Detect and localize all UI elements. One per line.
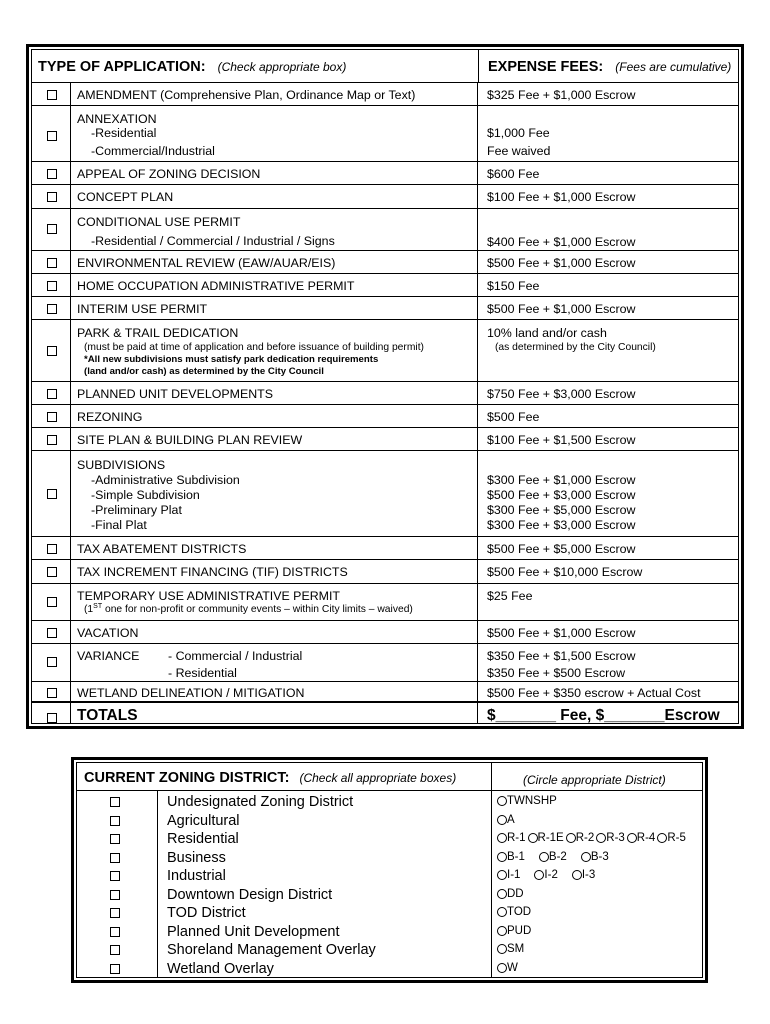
row-label: TAX INCREMENT FINANCING (TIF) DISTRICTS: [77, 565, 348, 579]
row-label: VACATION: [77, 626, 139, 640]
park-trail-dedication-checkbox[interactable]: [47, 346, 57, 356]
row-label: HOME OCCUPATION ADMINISTRATIVE PERMIT: [77, 279, 355, 293]
row-fee: 10% land and/or cash: [487, 326, 607, 340]
home-occupation-checkbox[interactable]: [47, 281, 57, 291]
row-note-superscript: ST: [93, 603, 103, 610]
zoning-label: CURRENT ZONING DISTRICT:: [84, 770, 290, 786]
planned-unit-developments-checkbox[interactable]: [47, 389, 57, 399]
row-sublabel: -Simple Subdivision: [91, 488, 200, 502]
district-code: R-3: [606, 832, 625, 844]
zoning-row-wetland: [77, 960, 702, 979]
application-header-row: [32, 50, 738, 82]
totals-fee-escrow-field[interactable]: $_______ Fee, $_______Escrow: [487, 707, 720, 724]
application-row-temporary-use-permit: [32, 583, 738, 620]
wetland-checkbox[interactable]: [110, 964, 120, 974]
fees-note: (Fees are cumulative): [615, 60, 732, 74]
row-label: SUBDIVISIONS: [77, 458, 166, 472]
type-note: (Check appropriate box): [217, 60, 347, 74]
application-row-appeal: [32, 161, 738, 184]
row-sublabel: -Commercial/Industrial: [91, 144, 215, 158]
district-options: [497, 906, 533, 918]
district-option[interactable]: [627, 832, 656, 844]
district-option[interactable]: [497, 795, 557, 807]
row-fee: $350 Fee + $1,500 Escrow: [487, 649, 636, 663]
district-option[interactable]: [497, 925, 531, 937]
application-row-home-occupation: [32, 273, 738, 296]
row-label: PLANNED UNIT DEVELOPMENTS: [77, 387, 273, 401]
subdivisions-checkbox[interactable]: [47, 489, 57, 499]
application-row-wetland-delineation: [32, 681, 738, 701]
district-option[interactable]: [657, 832, 686, 844]
zoning-name: Residential: [167, 831, 239, 847]
tif-districts-checkbox[interactable]: [47, 567, 57, 577]
district-code: B-1: [507, 850, 525, 863]
application-row-annexation: [32, 105, 738, 161]
amendment-checkbox[interactable]: [47, 90, 57, 100]
district-option[interactable]: [497, 851, 525, 863]
wetland-delineation-checkbox[interactable]: [47, 688, 57, 698]
row-fee: $300 Fee + $5,000 Escrow: [487, 503, 636, 517]
row-sublabel: -Residential / Commercial / Industrial / Signs: [91, 234, 335, 248]
rezoning-checkbox[interactable]: [47, 412, 57, 422]
circle-icon: [657, 833, 667, 843]
district-code: R-1E: [537, 832, 564, 844]
expense-fees-heading: [488, 60, 731, 74]
zoning-row-industrial: [77, 867, 702, 886]
district-code: R-4: [636, 832, 656, 844]
row-fee: $500 Fee + $5,000 Escrow: [487, 542, 636, 556]
tax-abatement-checkbox[interactable]: [47, 544, 57, 554]
tod-checkbox[interactable]: [110, 908, 120, 918]
circle-icon: [596, 833, 606, 843]
district-options: [497, 888, 526, 900]
district-option[interactable]: [528, 832, 564, 844]
district-option[interactable]: [566, 832, 595, 844]
row-fee: $1,000 Fee: [487, 126, 550, 140]
district-options: [497, 869, 597, 881]
row-fee: $500 Fee + $3,000 Escrow: [487, 488, 636, 502]
row-fee: $100 Fee + $1,000 Escrow: [487, 190, 636, 204]
row-label: TAX ABATEMENT DISTRICTS: [77, 542, 247, 556]
application-row-environmental-review: [32, 250, 738, 273]
zoning-row-shoreland: [77, 941, 702, 960]
type-of-application-heading: [38, 60, 346, 74]
zoning-name: Undesignated Zoning District: [167, 794, 354, 810]
district-code: R-5: [667, 832, 686, 844]
circle-icon: [581, 852, 591, 862]
appeal-checkbox[interactable]: [47, 169, 57, 179]
circle-icon: [497, 852, 507, 862]
district-code: R-1: [507, 832, 526, 844]
site-plan-review-checkbox[interactable]: [47, 435, 57, 445]
application-row-vacation: [32, 620, 738, 643]
district-options: [497, 925, 533, 937]
fees-label: EXPENSE FEES:: [488, 59, 604, 75]
row-label: TEMPORARY USE ADMINISTRATIVE PERMIT: [77, 589, 340, 603]
zoning-name: Shoreland Management Overlay: [167, 942, 376, 958]
zoning-name: Business: [167, 849, 226, 866]
row-label: INTERIM USE PERMIT: [77, 302, 208, 316]
district-options: [497, 795, 559, 807]
row-fee: $25 Fee: [487, 589, 533, 603]
district-options: [497, 814, 517, 826]
zoning-row-agricultural: [77, 812, 702, 831]
zoning-row-business: [77, 849, 702, 868]
district-code: PUD: [507, 924, 532, 937]
district-options: [497, 943, 526, 955]
shoreland-checkbox[interactable]: [110, 945, 120, 955]
agricultural-checkbox[interactable]: [110, 816, 120, 826]
row-fee: $500 Fee + $350 escrow + Actual Cost: [487, 686, 701, 700]
row-label: SITE PLAN & BUILDING PLAN REVIEW: [77, 433, 303, 447]
row-fee: $750 Fee + $3,000 Escrow: [487, 387, 636, 401]
circle-icon: [566, 833, 576, 843]
circle-icon: [497, 889, 507, 899]
row-fee: $400 Fee + $1,000 Escrow: [487, 235, 636, 249]
totals-checkbox[interactable]: [47, 713, 57, 723]
zoning-name: Agricultural: [167, 812, 240, 829]
row-sublabel: -Final Plat: [91, 518, 147, 532]
district-option[interactable]: [534, 869, 557, 881]
row-label: VARIANCE: [77, 649, 140, 663]
row-sublabel: -Residential: [91, 126, 157, 140]
row-fee: $100 Fee + $1,500 Escrow: [487, 433, 636, 447]
zoning-header-row: [77, 763, 702, 791]
zoning-row-residential: [77, 830, 702, 849]
row-fee: $500 Fee + $1,000 Escrow: [487, 302, 636, 316]
row-fee: Fee waived: [487, 144, 551, 158]
current-zoning-heading: [84, 771, 456, 785]
district-option[interactable]: [497, 814, 515, 826]
downtown-design-checkbox[interactable]: [110, 890, 120, 900]
annexation-checkbox[interactable]: [47, 131, 57, 141]
row-fee: $150 Fee: [487, 279, 540, 293]
district-options: [497, 851, 611, 863]
circle-icon: [497, 907, 507, 917]
district-code: I-1: [507, 869, 521, 881]
district-option[interactable]: [497, 962, 518, 974]
residential-checkbox[interactable]: [110, 834, 120, 844]
district-code: B-3: [590, 850, 609, 863]
interim-use-permit-checkbox[interactable]: [47, 304, 57, 314]
district-option[interactable]: [497, 906, 531, 918]
row-label: PARK & TRAIL DEDICATION: [77, 326, 239, 340]
row-note-start: (1: [84, 604, 94, 615]
circle-icon: [627, 833, 637, 843]
row-note-end: one for non-profit or community events – within City limits – waived): [102, 604, 413, 615]
totals-label: TOTALS: [77, 707, 138, 724]
district-code: TWNSHP: [507, 795, 557, 807]
district-options: [497, 962, 520, 974]
application-row-tif-districts: [32, 559, 738, 583]
type-label: TYPE OF APPLICATION:: [38, 59, 206, 75]
application-row-amendment: [32, 82, 738, 105]
row-label: CONCEPT PLAN: [77, 190, 174, 204]
row-note-bold: (land and/or cash) as determined by the City Council: [84, 366, 324, 377]
application-row-site-plan-review: [32, 427, 738, 450]
variance-checkbox[interactable]: [47, 657, 57, 667]
zoning-row-tod: [77, 904, 702, 923]
zoning-name: Downtown Design District: [167, 886, 333, 903]
district-options: [497, 832, 688, 844]
industrial-checkbox[interactable]: [110, 871, 120, 881]
district-code: TOD: [507, 906, 532, 918]
application-row-subdivisions: [32, 450, 738, 536]
environmental-review-checkbox[interactable]: [47, 258, 57, 268]
application-row-park-trail-dedication: [32, 319, 738, 381]
row-fee: $500 Fee + $1,000 Escrow: [487, 256, 636, 270]
circle-icon: [572, 870, 582, 880]
application-row-interim-use-permit: [32, 296, 738, 319]
district-option[interactable]: [497, 943, 524, 955]
row-sublabel: -Preliminary Plat: [91, 503, 182, 517]
row-fee: $300 Fee + $3,000 Escrow: [487, 518, 636, 532]
district-code: R-2: [575, 832, 595, 844]
circle-icon: [497, 926, 507, 936]
district-code: DD: [507, 887, 524, 900]
application-row-rezoning: [32, 404, 738, 427]
business-checkbox[interactable]: [110, 853, 120, 863]
application-row-conditional-use-permit: [32, 208, 738, 250]
district-option[interactable]: [581, 851, 609, 863]
circle-icon: [528, 833, 538, 843]
circle-icon: [539, 852, 549, 862]
row-fee: $500 Fee: [487, 410, 540, 424]
district-option[interactable]: [497, 869, 520, 881]
conditional-use-permit-checkbox[interactable]: [47, 224, 57, 234]
circle-icon: [497, 833, 507, 843]
row-label: REZONING: [77, 410, 143, 424]
row-label: WETLAND DELINEATION / MITIGATION: [77, 686, 305, 700]
district-code: I-2: [544, 869, 558, 881]
row-label: CONDITIONAL USE PERMIT: [77, 215, 241, 229]
row-fee: $500 Fee + $10,000 Escrow: [487, 565, 643, 579]
row-label: AMENDMENT (Comprehensive Plan, Ordinance Map or Text): [77, 88, 416, 102]
district-code: I-3: [581, 869, 596, 881]
concept-plan-checkbox[interactable]: [47, 192, 57, 202]
row-sublabel: -Administrative Subdivision: [91, 473, 240, 487]
zoning-table: [71, 757, 708, 983]
application-table: [26, 44, 744, 729]
district-option[interactable]: [596, 832, 625, 844]
zoning-row-undesignated: [77, 793, 702, 812]
pud-checkbox[interactable]: [110, 927, 120, 937]
application-row-totals: [32, 701, 738, 723]
row-sublabel: - Residential: [168, 666, 237, 680]
row-note: [84, 604, 413, 616]
zoning-row-pud: [77, 923, 702, 942]
district-code: W: [507, 961, 518, 974]
circle-icon: [497, 815, 507, 825]
vacation-checkbox[interactable]: [47, 628, 57, 638]
row-fee: $600 Fee: [487, 167, 540, 181]
circle-icon: [497, 796, 507, 806]
district-option[interactable]: [539, 851, 567, 863]
zoning-note: (Check all appropriate boxes): [299, 771, 457, 785]
district-code: SM: [507, 943, 525, 955]
circle-icon: [534, 870, 544, 880]
district-note: (Circle appropriate District): [523, 773, 666, 787]
application-row-concept-plan: [32, 184, 738, 208]
zoning-row-downtown-design: [77, 886, 702, 905]
circle-icon: [497, 944, 507, 954]
row-fee: $500 Fee + $1,000 Escrow: [487, 626, 636, 640]
row-fee: $325 Fee + $1,000 Escrow: [487, 88, 636, 102]
undesignated-checkbox[interactable]: [110, 797, 120, 807]
row-fee-note: (as determined by the City Council): [495, 342, 656, 353]
district-code: B-2: [548, 850, 567, 863]
temporary-use-permit-checkbox[interactable]: [47, 597, 57, 607]
row-sublabel: - Commercial / Industrial: [168, 649, 303, 663]
row-fee: $350 Fee + $500 Escrow: [487, 666, 626, 680]
zoning-name: Industrial: [167, 868, 226, 884]
zoning-name: Planned Unit Development: [167, 923, 340, 940]
application-row-planned-unit-developments: [32, 381, 738, 404]
row-note: (must be paid at time of application and before issuance of building permit): [84, 342, 424, 353]
zoning-name: Wetland Overlay: [167, 960, 274, 977]
row-label: APPEAL OF ZONING DECISION: [77, 167, 261, 181]
application-row-variance: [32, 643, 738, 681]
district-code: A: [507, 813, 515, 826]
zoning-name: TOD District: [167, 905, 246, 921]
application-row-tax-abatement: [32, 536, 738, 559]
row-note-bold: *All new subdivisions must satisfy park dedication requirements: [84, 354, 379, 365]
row-label: ENVIRONMENTAL REVIEW (EAW/AUAR/EIS): [77, 256, 336, 270]
row-label: ANNEXATION: [77, 112, 157, 126]
district-option[interactable]: [497, 888, 524, 900]
district-option[interactable]: [572, 869, 595, 881]
circle-icon: [497, 870, 507, 880]
district-option[interactable]: [497, 832, 526, 844]
row-fee: $300 Fee + $1,000 Escrow: [487, 473, 636, 487]
circle-icon: [497, 963, 507, 973]
